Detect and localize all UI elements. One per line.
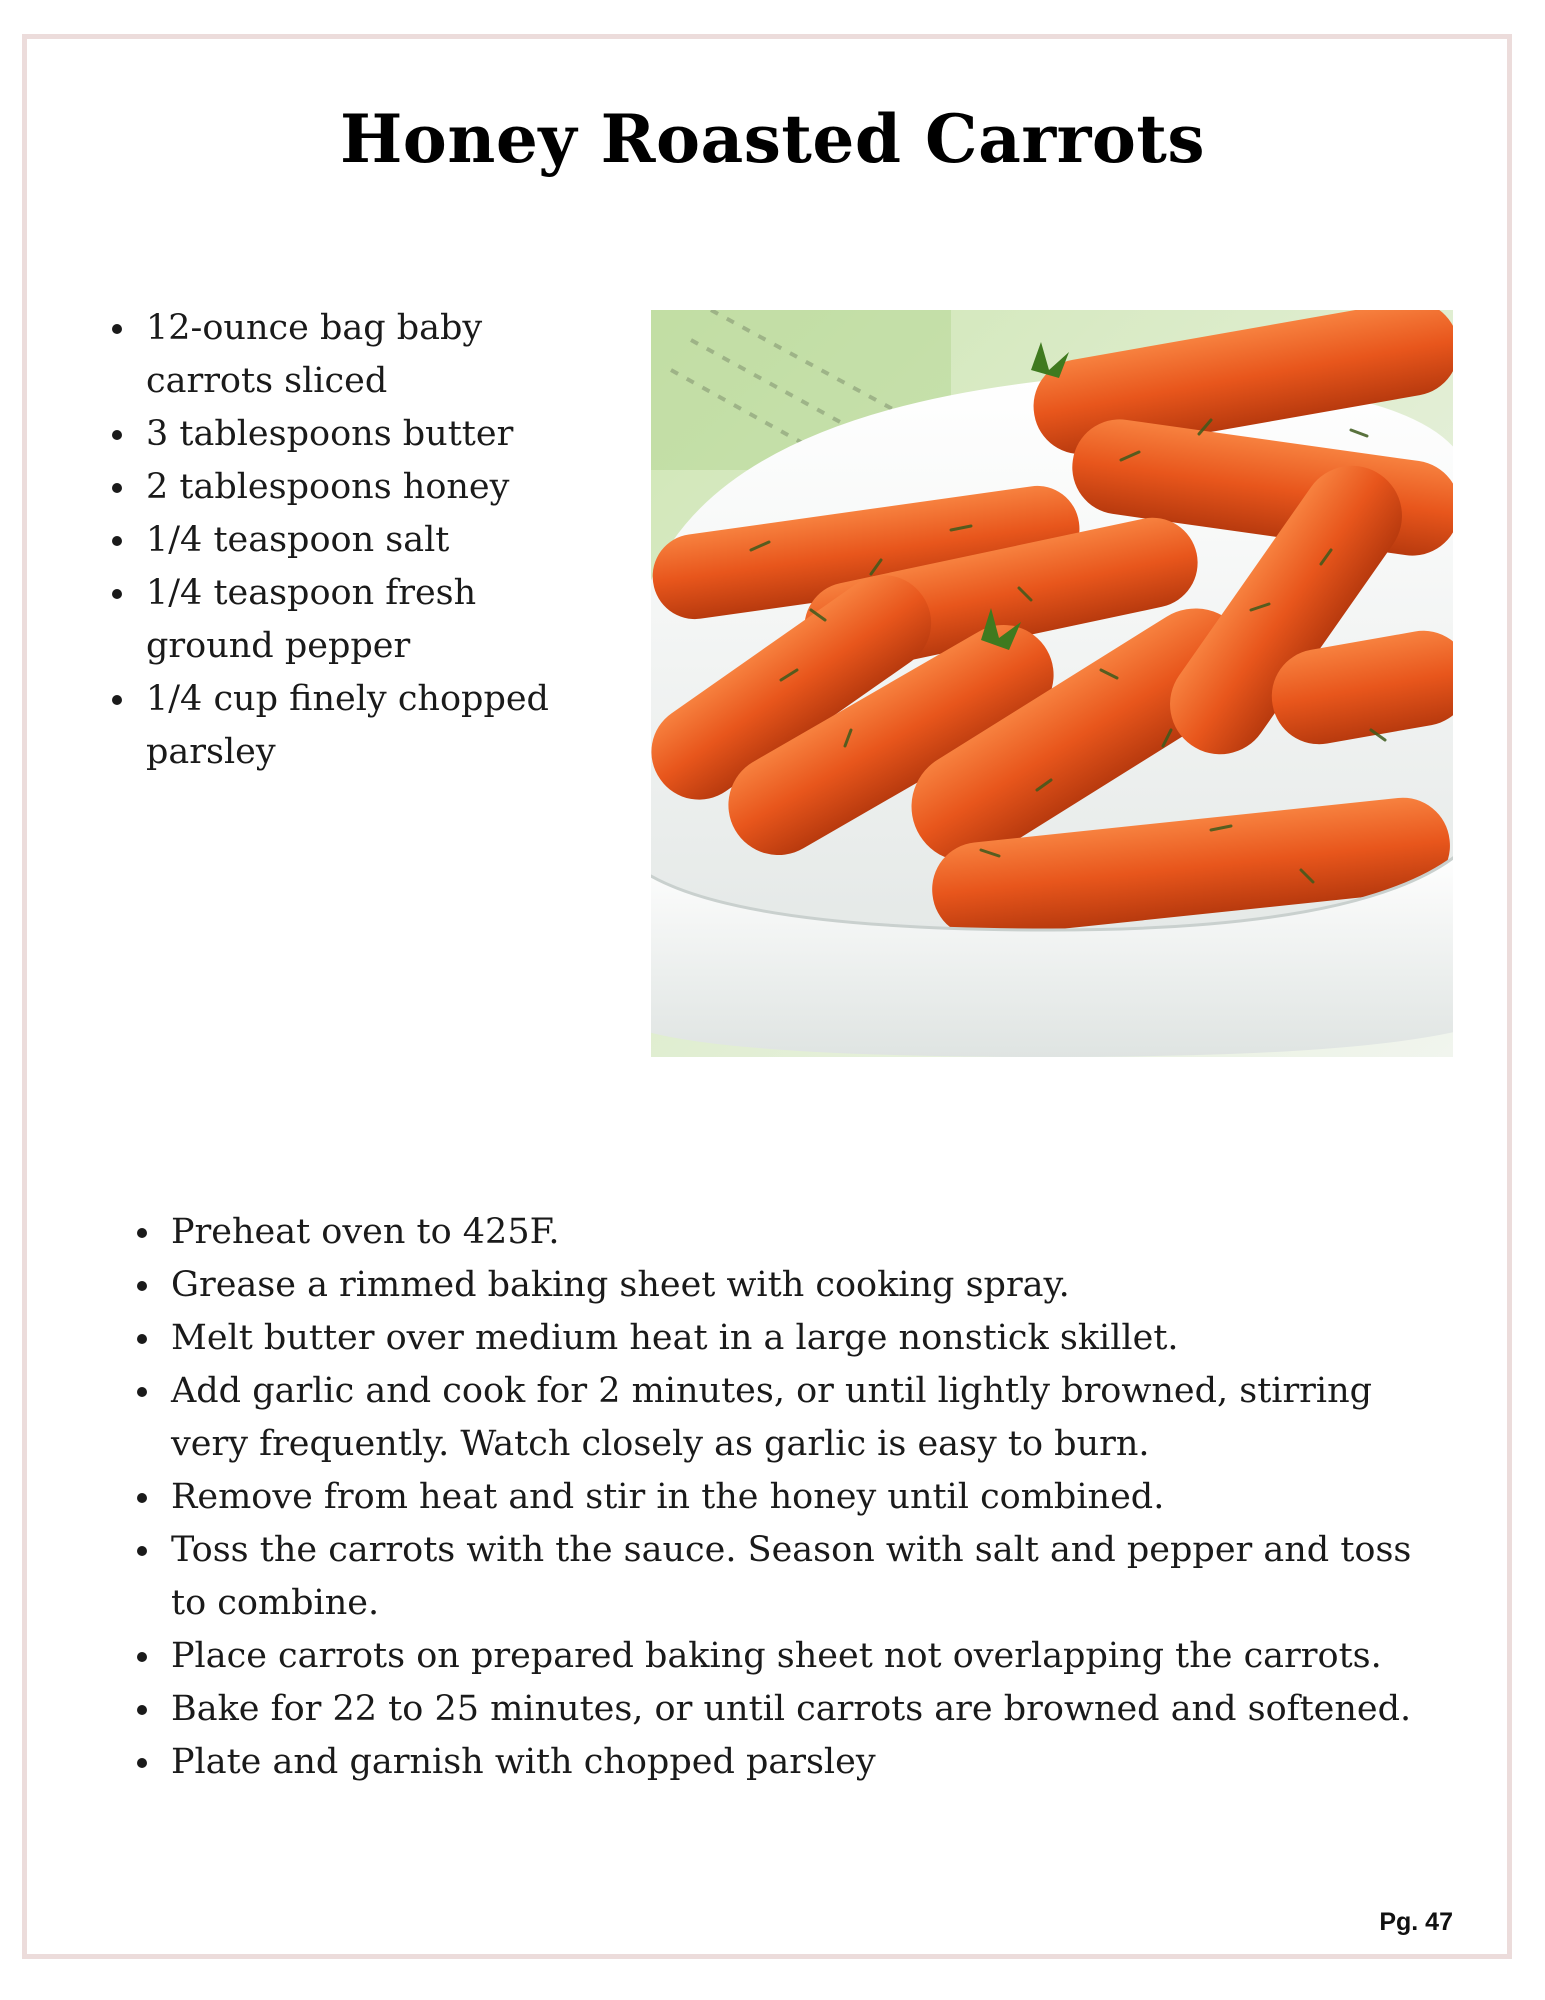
- instruction-step: Grease a rimmed baking sheet with cooking spray.: [171, 1259, 1441, 1312]
- page-number: Pg. 47: [1379, 1908, 1453, 1936]
- instructions-list: [171, 1206, 1441, 1789]
- ingredient-item: 1/4 cup finely chopped parsley: [146, 673, 576, 779]
- ingredients-list: [146, 302, 576, 779]
- instruction-step: Remove from heat and stir in the honey until combined.: [171, 1471, 1441, 1524]
- ingredient-item: 1/4 teaspoon salt: [146, 514, 576, 567]
- ingredient-item: 12-ounce bag baby carrots sliced: [146, 302, 576, 408]
- ingredient-item: 3 tablespoons butter: [146, 408, 576, 461]
- instruction-step: Add garlic and cook for 2 minutes, or until lightly browned, stirring very frequently. Watch closely as garlic is easy to burn.: [171, 1365, 1441, 1471]
- ingredient-item: 2 tablespoons honey: [146, 461, 576, 514]
- instruction-step: Place carrots on prepared baking sheet not overlapping the carrots.: [171, 1630, 1441, 1683]
- carrots-illustration: [651, 310, 1453, 1057]
- recipe-title: Honey Roasted Carrots: [339, 100, 1206, 178]
- carrots-photo: [651, 310, 1453, 1057]
- instruction-step: Preheat oven to 425F.: [171, 1206, 1441, 1259]
- instruction-step: Plate and garnish with chopped parsley: [171, 1736, 1441, 1789]
- instruction-step: Bake for 22 to 25 minutes, or until carrots are browned and softened.: [171, 1683, 1441, 1736]
- ingredient-item: 1/4 teaspoon fresh ground pepper: [146, 567, 576, 673]
- instruction-step: Toss the carrots with the sauce. Season with salt and pepper and toss to combine.: [171, 1524, 1441, 1630]
- instruction-step: Melt butter over medium heat in a large nonstick skillet.: [171, 1312, 1441, 1365]
